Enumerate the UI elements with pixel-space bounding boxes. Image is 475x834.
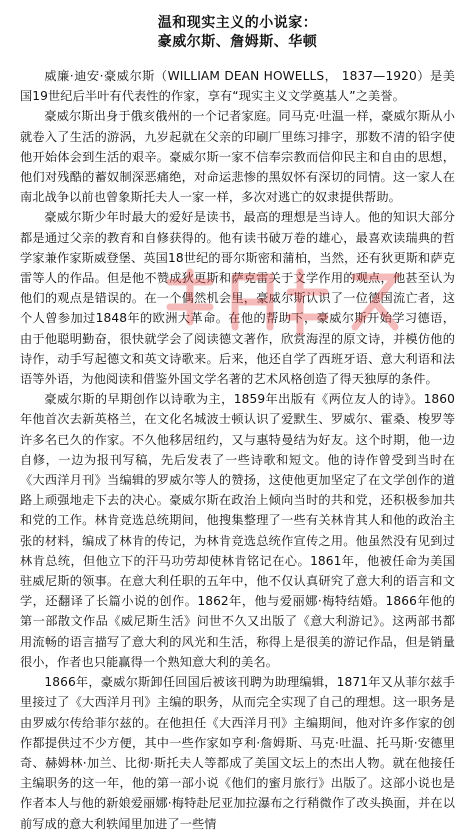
paragraph-3: 豪威尔斯少年时最大的爱好是读书，最高的理想是当诗人。他的知识大部分都是通过父亲的教育和自修获得的。他有读书破万卷的雄心，最喜欢读瑞典的哲学家兼作家斯威登堡、英国18世纪的哥尔斯密和蒲柏，当然，还有狄更斯和萨克雷等人的作品。但是他不赞成狄更斯和萨克雷关于文学作用的观点，他甚至认为他们的观点是错误的。在一个偶然机会里，豪威尔斯认识了一位德国流亡者，这个人曾参加过1848年的欧洲大革命。在他的帮助下，豪威尔斯开始学习德语，由于他聪明勤奋，很快就学会了阅读德文著作，欣赏海涅的原文诗，并模仿他的诗作，动手写起德文和英文诗歌来。后来，他还自学了西班牙语、意大利语和法语等外语，为他阅读和借鉴外国文学名著的艺术风格创造了得天独厚的条件。: [20, 210, 455, 387]
title-line-1: 温和现实主义的小说家：: [157, 15, 318, 31]
paragraph-1: 威廉·迪安·豪威尔斯（WILLIAM DEAN HOWELLS， 1837—1920）是美国19世纪后半叶有代表性的作家，享有“现实主义文学奠基人”之美誉。: [20, 69, 455, 104]
title-line-2: 豪威尔斯、詹姆斯、华顿: [157, 34, 318, 50]
page-title: [20, 14, 455, 52]
paragraph-4: 豪威尔斯的早期创作以诗歌为主，1859年出版有《两位友人的诗》。1860年他首次去新英格兰，在文化名城波士顿认识了爱默生、罗威尔、霍桑、梭罗等许多名已久的作家。不久他移居纽约，又与惠特曼结为好友。这个时期，他一边自修，一边为报刊写稿，先后发表了一些诗歌和短文。他的诗作曾受到当时在《大西洋月刊》当编辑的罗威尔等人的赞扬，这使他更加坚定了在文学创作的道路上顽强地走下去的决心。豪威尔斯在政治上倾向当时的共和党，还积极参加共和党的工作。林肯竞选总统期间，他搜集整理了一些有关林肯其人和他的政治主张的材料，编成了林肯的传记，为林肯竞选总统作宣传之用。他虽然没有见到过林肯总统，但他立下的汗马功劳却使林肯铭记在心。1861年，他被任命为美国驻威尼斯的领事。在意大利任职的五年中，他不仅认真研究了意大利的语言和文学，还翻译了长篇小说的创作。1862年，他与爱丽娜·梅特结婚。1866年他的第一部散文作品《威尼斯生活》问世不久又出版了《意大利游记》。这两部书都用流畅的语言描写了意大利的风光和生活，称得上是很美的游记作品，但是销量很小，作者也只能赢得一个熟知意大利的美名。: [20, 392, 455, 669]
paragraph-2: 豪威尔斯出身于俄亥俄州的一个记者家庭。同马克·吐温一样，豪威尔斯从小就卷入了生活的游涡，九岁起就在父亲的印刷厂里练习排字，那数不清的铅字使他开始体会到生活的艰辛。豪威尔斯一家不信奉宗教而信仰民主和自由的思想，他们对残酷的蓄奴制深恶痛绝，对命运悲惨的黑奴怀有深切的同情。这一家人在南北战争以前也曾象斯托夫人一家一样，多次对逃亡的奴隶提供帮助。: [20, 109, 455, 205]
paragraph-5: 1866年，豪威尔斯卸任回国后被该刊聘为助理编辑，1871年又从菲尔兹手里接过了《大西洋月刊》主编的职务，从而完全实现了自己的理想。这一职务是由罗威尔传给菲尔兹的。在他担任《大西洋月刊》主编期间，他对许多作家的创作都提供过不少方便，其中一些作家如亨利·詹姆斯、马克·吐温、托马斯·安德里奇、赫姆林·加兰、比彻·斯托夫人等都成了美国文坛上的杰出人物。就在他接任主编职务的这一年，他的第一部小说《他们的蜜月旅行》出版了。这部小说也是作者本人与他的新娘爱丽娜·梅特赴尼亚加拉瀑布之行稍微作了改头换面，并在以前写成的意大利轶闻里加进了一些情: [20, 675, 455, 831]
